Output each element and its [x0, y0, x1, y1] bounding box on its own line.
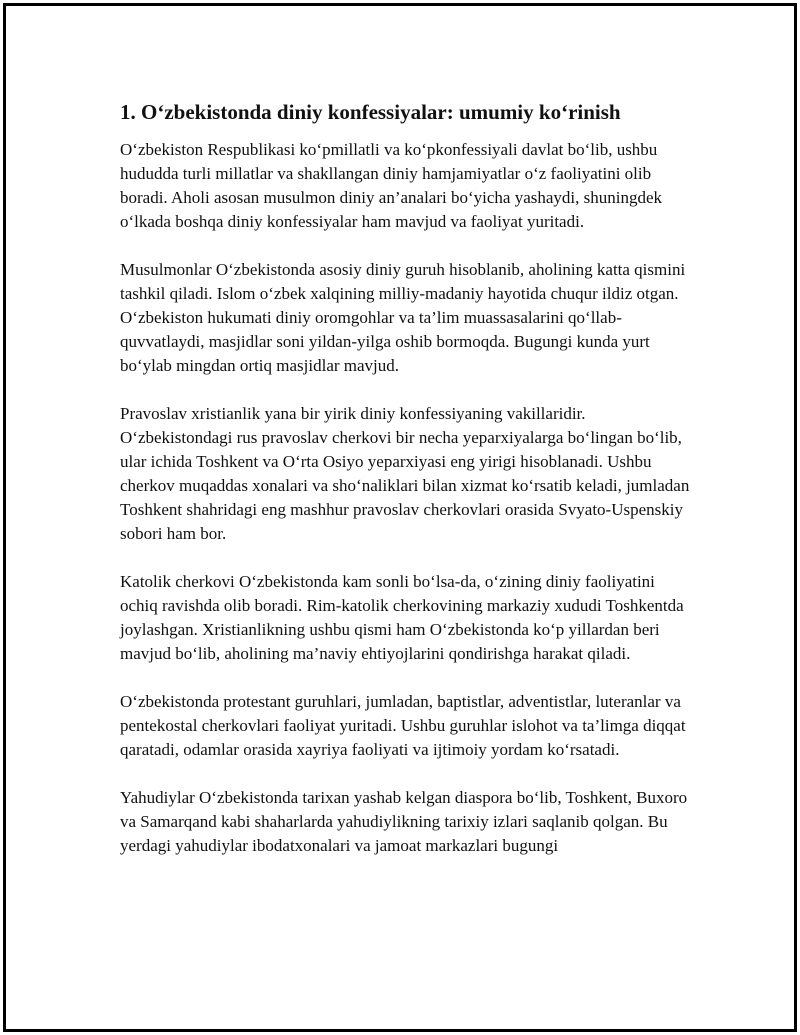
paragraph-muslims: Musulmonlar O‘zbekistonda asosiy diniy guruh hisoblanib, aholining katta qismini tashkil qiladi. Islom o‘zbek xalqining milliy-madaniy hayotida chuqur ildiz otgan. O‘zbekiston hukumati diniy oromgohlar va ta’lim muassasalarini qo‘llab-quvvatlaydi, masjidlar soni yildan-yilga oshib bormoqda. Bugungi kunda yurt bo‘ylab mingdan ortiq masjidlar mavjud. [120, 260, 686, 375]
page-frame [3, 3, 797, 1032]
paragraph-jewish: Yahudiylar O‘zbekistonda tarixan yashab kelgan diaspora bo‘lib, Toshkent, Buxoro va Samarqand kabi shaharlarda yahudiylikning tarixiy izlari saqlanib qolgan. Bu yerdagi yahudiylar ibodatxonalari va jamoat markazlari bugungi [120, 788, 688, 855]
paragraph-catholic: Katolik cherkovi O‘zbekistonda kam sonli bo‘lsa-da, o‘zining diniy faoliyatini ochiq ravishda olib boradi. Rim-katolik cherkovining markaziy xududi Toshkentda joylashgan. Xristianlikning ushbu qismi ham O‘zbekistonda ko‘p yillardan beri mavjud bo‘lib, aholining ma’naviy ehtiyojlarini qondirishga harakat qiladi. [120, 572, 684, 663]
section-heading: 1. O‘zbekistonda diniy konfessiyalar: umumiy ko‘rinish [120, 100, 621, 124]
paragraph-protestant: O‘zbekistonda protestant guruhlari, jumladan, baptistlar, adventistlar, luteranlar va pentekostal cherkovlari faoliyat yuritadi. Ushbu guruhlar islohot va ta’limga diqqat qaratadi, odamlar orasida xayriya faoliyati va ijtimoiy yordam ko‘rsatadi. [120, 692, 686, 759]
document-body [120, 98, 695, 882]
paragraph-orthodox: Pravoslav xristianlik yana bir yirik diniy konfessiyaning vakillaridir. O‘zbekistondagi rus pravoslav cherkovi bir necha yeparxiyalarga bo‘lingan bo‘lib, ular ichida Toshkent va O‘rta Osiyo yeparxiyasi eng yirigi hisoblanadi. Ushbu cherkov muqaddas xonalari va sho‘naliklari bilan xizmat ko‘rsatib keladi, jumladan Toshkent shahridagi eng mashhur pravoslav cherkovlari orasida Svyato-Uspenskiy sobori ham bor. [120, 404, 690, 543]
paragraph-intro: O‘zbekiston Respublikasi ko‘pmillatli va ko‘pkonfessiyali davlat bo‘lib, ushbu hududda turli millatlar va shakllangan diniy hamjamiyatlar o‘z faoliyatini olib boradi. Aholi asosan musulmon diniy an’analari bo‘yicha yashaydi, shuningdek o‘lkada boshqa diniy konfessiyalar ham mavjud va faoliyat yuritadi. [120, 140, 663, 231]
